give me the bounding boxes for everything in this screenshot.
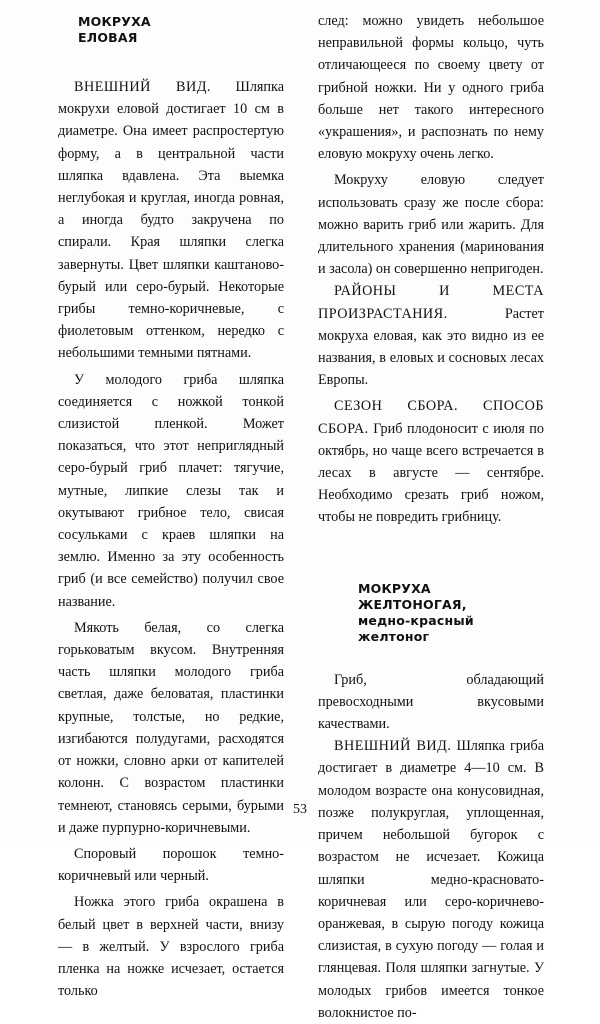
section-heading-yellow-gomphidius [318,581,544,645]
paragraph: У молодого гриба шляпка соединяется с ножкой тонкой слизистой пленкой. Может показаться, что этот неприглядный серо-бурый гриб плачет: тягучие, мутные, липкие слезы так и окутывают грибное тело, свисая сосульками с краев шляпки на землю. Именно за эту особенность гриб (и все семейство) получил свое название. [58,371,284,610]
heading-line: МОКРУХА [358,580,431,596]
paragraph-text: Растет мокруха еловая, как это видно из ее названия, в еловых и сосновых лесах Европы. [318,305,544,389]
paragraph-text: Шляпка гриба достигает в диаметре 4—10 см. В молодом возрасте она конусовидная, позже полукруглая, уплощенная, причем небольшой бугорок с возрастом не исчезает. Кожица шляпки медно-красновато-коричневая или серо-коричнево-оранжевая, в сырую погоду кожица слизистая, в сухую погоду — голая и глянцевая. Поля шляпки загнутые. У молодых грибов имеется тонкое волокнистое по- [318,738,545,1021]
paragraph: Мякоть белая, со слегка горьковатым вкусом. Внутренняя часть шляпки молодого гриба светлая, даже беловатая, пластинки крупные, толстые, но редкие, изгибаются полудугами, расходятся от ножки, словно арки от капителей колонн. С возрастом пластинки темнеют, становясь серыми, бурыми и даже пурпурно-коричневыми. [58,619,284,836]
section-heading-spruce-gomphidius [58,14,284,46]
paragraph: Гриб, обладающий превосходными вкусовыми качествами. [318,671,544,733]
section-label: ВНЕШНИЙ ВИД. [334,738,452,755]
paragraph: Ножка этого гриба окрашена в белый цвет в верхней части, внизу — в желтый. У взрослого гриба пленка на ножке исчезает, остается только [58,894,284,1000]
paragraph-appearance [58,76,284,365]
page-number: 53 [293,802,307,817]
section-label: СЕЗОН СБОРА. СПОСОБ СБОРА. [318,398,544,437]
heading-line: ЕЛОВАЯ [78,30,138,45]
heading-line: ЖЕЛТОНОГАЯ, [358,596,467,612]
paragraph-appearance [318,735,544,1024]
paragraph-text: Гриб плодоносит с июля по октябрь, но чаще всего встречается в лесах в августе — сентябре. Необходимо срезать гриб ножом, чтобы не повредить грибницу. [318,420,544,526]
heading-line: МОКРУХА [78,14,151,29]
right-column [318,10,544,1024]
paragraph-harvest [318,395,544,528]
paragraph-continued: след: можно увидеть небольшое неправильной формы кольцо, чуть отличающееся по своему цвету от грибной ножки. Ни у одного гриба больше нет такого интересного «украшения», и распознать по нему еловую мокруху очень легко. [318,13,544,163]
paragraph: Мокруху еловую следует использовать сразу же после сбора: можно варить гриб или жарить. Для длительного хранения (маринования и засола) он совершенно непригоден. [318,172,544,278]
paragraph-habitat [318,280,544,391]
left-column [58,14,284,1002]
paragraph-text: Шляпка мокрухи еловой достигает 10 см в диаметре. Она имеет распростертую форму, а в центральной части шляпка вдавлена. Эта выемка неглубокая и круглая, иногда ровная, а иногда будто закручена по спирали. Края шляпки слегка завернуты. Цвет шляпки каштаново-бурый или серо-бурый. Некоторые грибы темно-коричневые, с фиолетовым оттенком, нередко с небольшими темными пятнами. [58,79,285,362]
heading-subtitle: медно-красный желтоног [358,612,474,644]
paragraph: Споровый порошок темно-коричневый или черный. [58,845,284,885]
section-label: РАЙОНЫ И МЕСТА ПРОИЗРАСТАНИЯ. [318,283,544,322]
section-label: ВНЕШНИЙ ВИД. [74,79,211,95]
